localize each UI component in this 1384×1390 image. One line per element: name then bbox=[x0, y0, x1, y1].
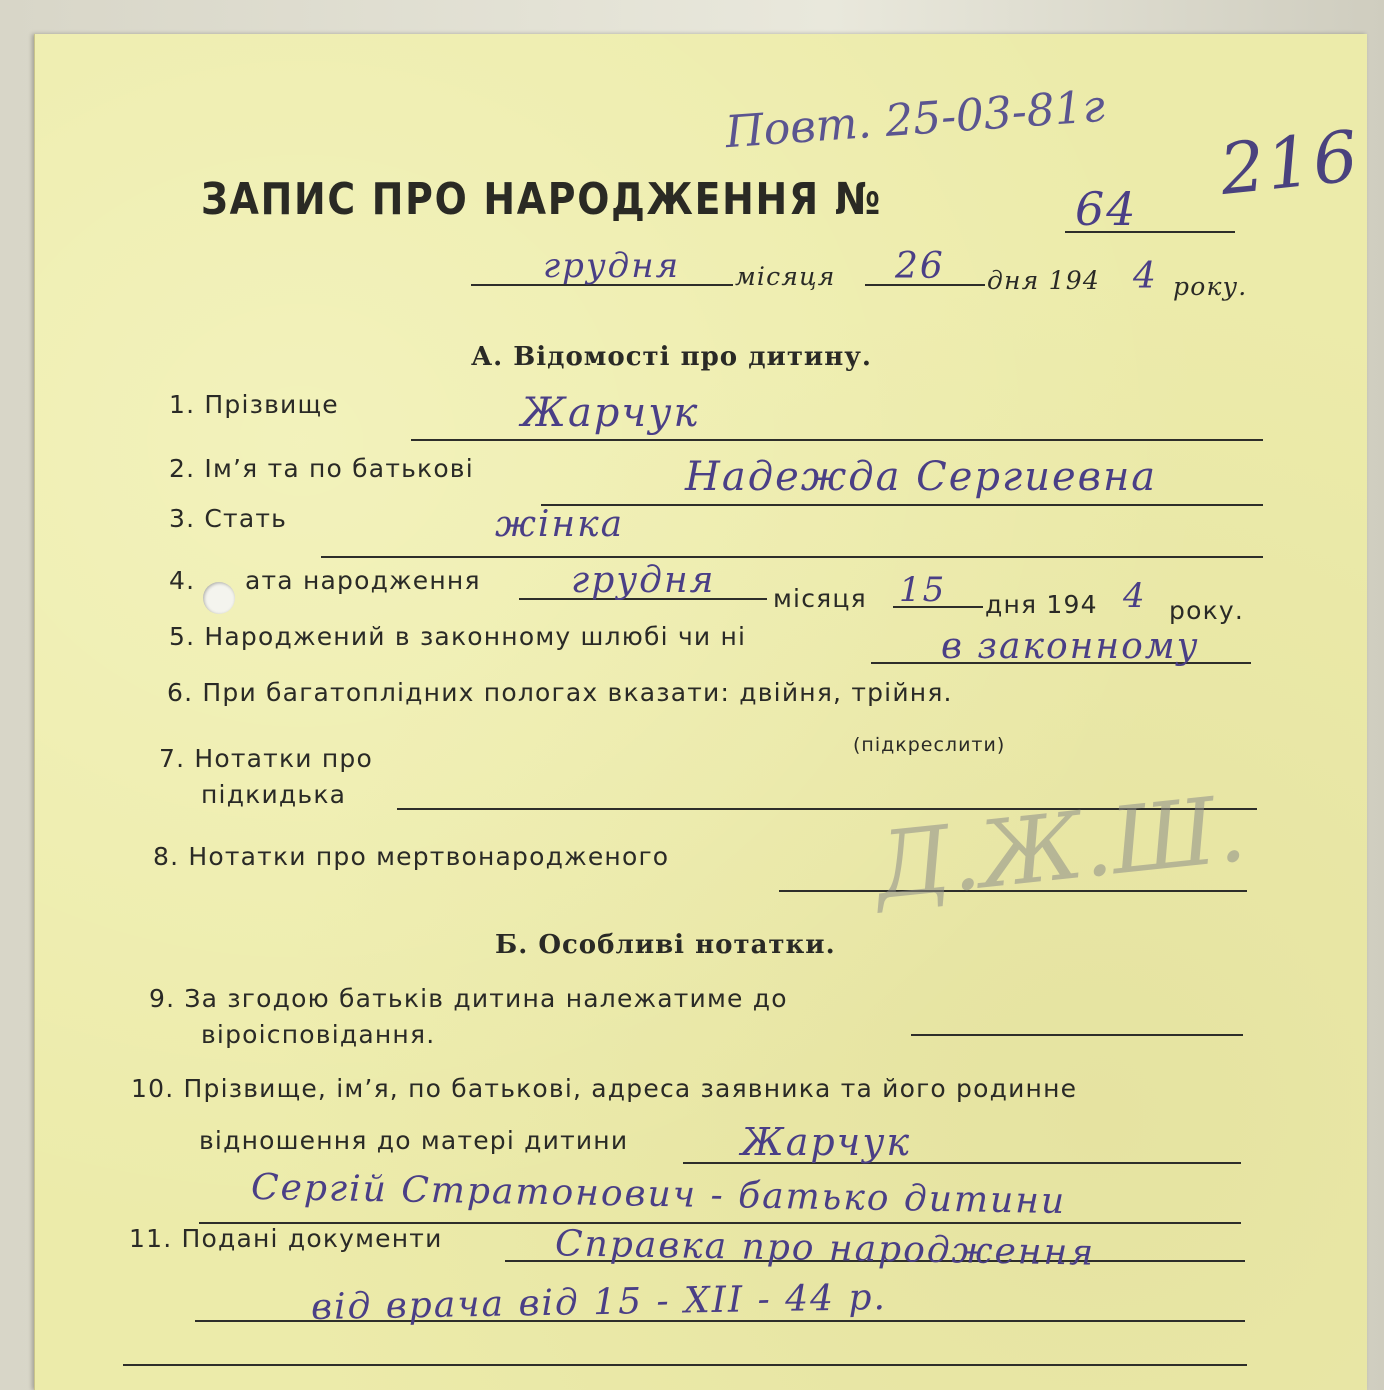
field-8-label: 8. Нотатки про мертвонародженого bbox=[153, 842, 670, 871]
field-10-label-b: відношення до матері дитини bbox=[199, 1126, 629, 1155]
field-1-line bbox=[411, 439, 1263, 441]
reg-day-word: дня 194 bbox=[987, 266, 1100, 295]
field-4-day-word: дня 194 bbox=[985, 590, 1098, 619]
punch-hole bbox=[203, 582, 235, 614]
field-1-value: Жарчук bbox=[521, 390, 700, 436]
field-5-label: 5. Народжений в законному шлюбі чи ні bbox=[169, 622, 747, 651]
field-6-label: 6. При багатоплідних пологах вказати: двійня, трійня. bbox=[167, 678, 953, 707]
field-4-month-word: місяця bbox=[773, 584, 867, 613]
field-2-value: Надежда Сергиевна bbox=[685, 454, 1158, 500]
field-9-line bbox=[911, 1034, 1243, 1036]
field-4-month-value: грудня bbox=[571, 560, 716, 601]
field-3-label: 3. Стать bbox=[169, 504, 288, 533]
field-7-label-b: підкидька bbox=[201, 780, 347, 809]
field-3-value: жінка bbox=[495, 504, 625, 545]
field-10-label-a: 10. Прізвище, ім’я, по батькові, адреса заявника та його родинне bbox=[131, 1074, 1078, 1103]
reg-month-word: місяця bbox=[735, 262, 836, 291]
field-5-value: в законному bbox=[941, 626, 1200, 667]
field-9-label-b: віроісповідання. bbox=[201, 1020, 436, 1049]
reg-year-digit: 4 bbox=[1133, 256, 1158, 297]
birth-record-form bbox=[34, 34, 1367, 1390]
reg-day-value: 26 bbox=[895, 246, 945, 287]
field-2-label: 2. Ім’я та по батькові bbox=[169, 454, 474, 483]
field-4-day-value: 15 bbox=[899, 570, 947, 610]
pencil-mark: Д.Ж.Ш. bbox=[870, 774, 1251, 921]
reg-month-value: грудня bbox=[543, 246, 681, 286]
record-number: 64 bbox=[1075, 182, 1138, 236]
field-10-value-a: Жарчук bbox=[741, 1120, 912, 1164]
field-4-year-word: року. bbox=[1169, 596, 1245, 625]
field-3-line bbox=[321, 556, 1263, 558]
field-4-label-num: 4. bbox=[169, 566, 196, 595]
pencil-note: Повт. 25-03-81г bbox=[723, 80, 1107, 159]
field-11-value-a: Справка про народження bbox=[554, 1223, 1096, 1274]
field-2-line bbox=[541, 504, 1263, 506]
section-a-heading: А. Відомості про дитину. bbox=[471, 342, 872, 372]
section-b-heading: Б. Особливі нотатки. bbox=[495, 930, 836, 960]
field-9-label-a: 9. За згодою батьків дитина належатиме до bbox=[149, 984, 788, 1013]
reg-year-word: року. bbox=[1173, 272, 1248, 301]
archive-number: 216 bbox=[1216, 114, 1364, 212]
field-1-label: 1. Прізвище bbox=[169, 390, 339, 419]
field-6-note: (підкреслити) bbox=[853, 734, 1006, 756]
form-title: ЗАПИС ПРО НАРОДЖЕННЯ № bbox=[201, 174, 882, 225]
field-4-label: ата народження bbox=[245, 566, 481, 595]
field-4-year-digit: 4 bbox=[1123, 576, 1147, 616]
field-11-label: 11. Подані документи bbox=[129, 1224, 443, 1253]
field-11-value-b: від врача від 15 - XII - 44 р. bbox=[310, 1276, 888, 1329]
bottom-rule bbox=[123, 1364, 1247, 1366]
field-10-value-b: Сергій Стратонович - батько дитини bbox=[250, 1166, 1067, 1223]
record-number-line bbox=[1065, 231, 1235, 233]
field-7-label-a: 7. Нотатки про bbox=[159, 744, 373, 773]
